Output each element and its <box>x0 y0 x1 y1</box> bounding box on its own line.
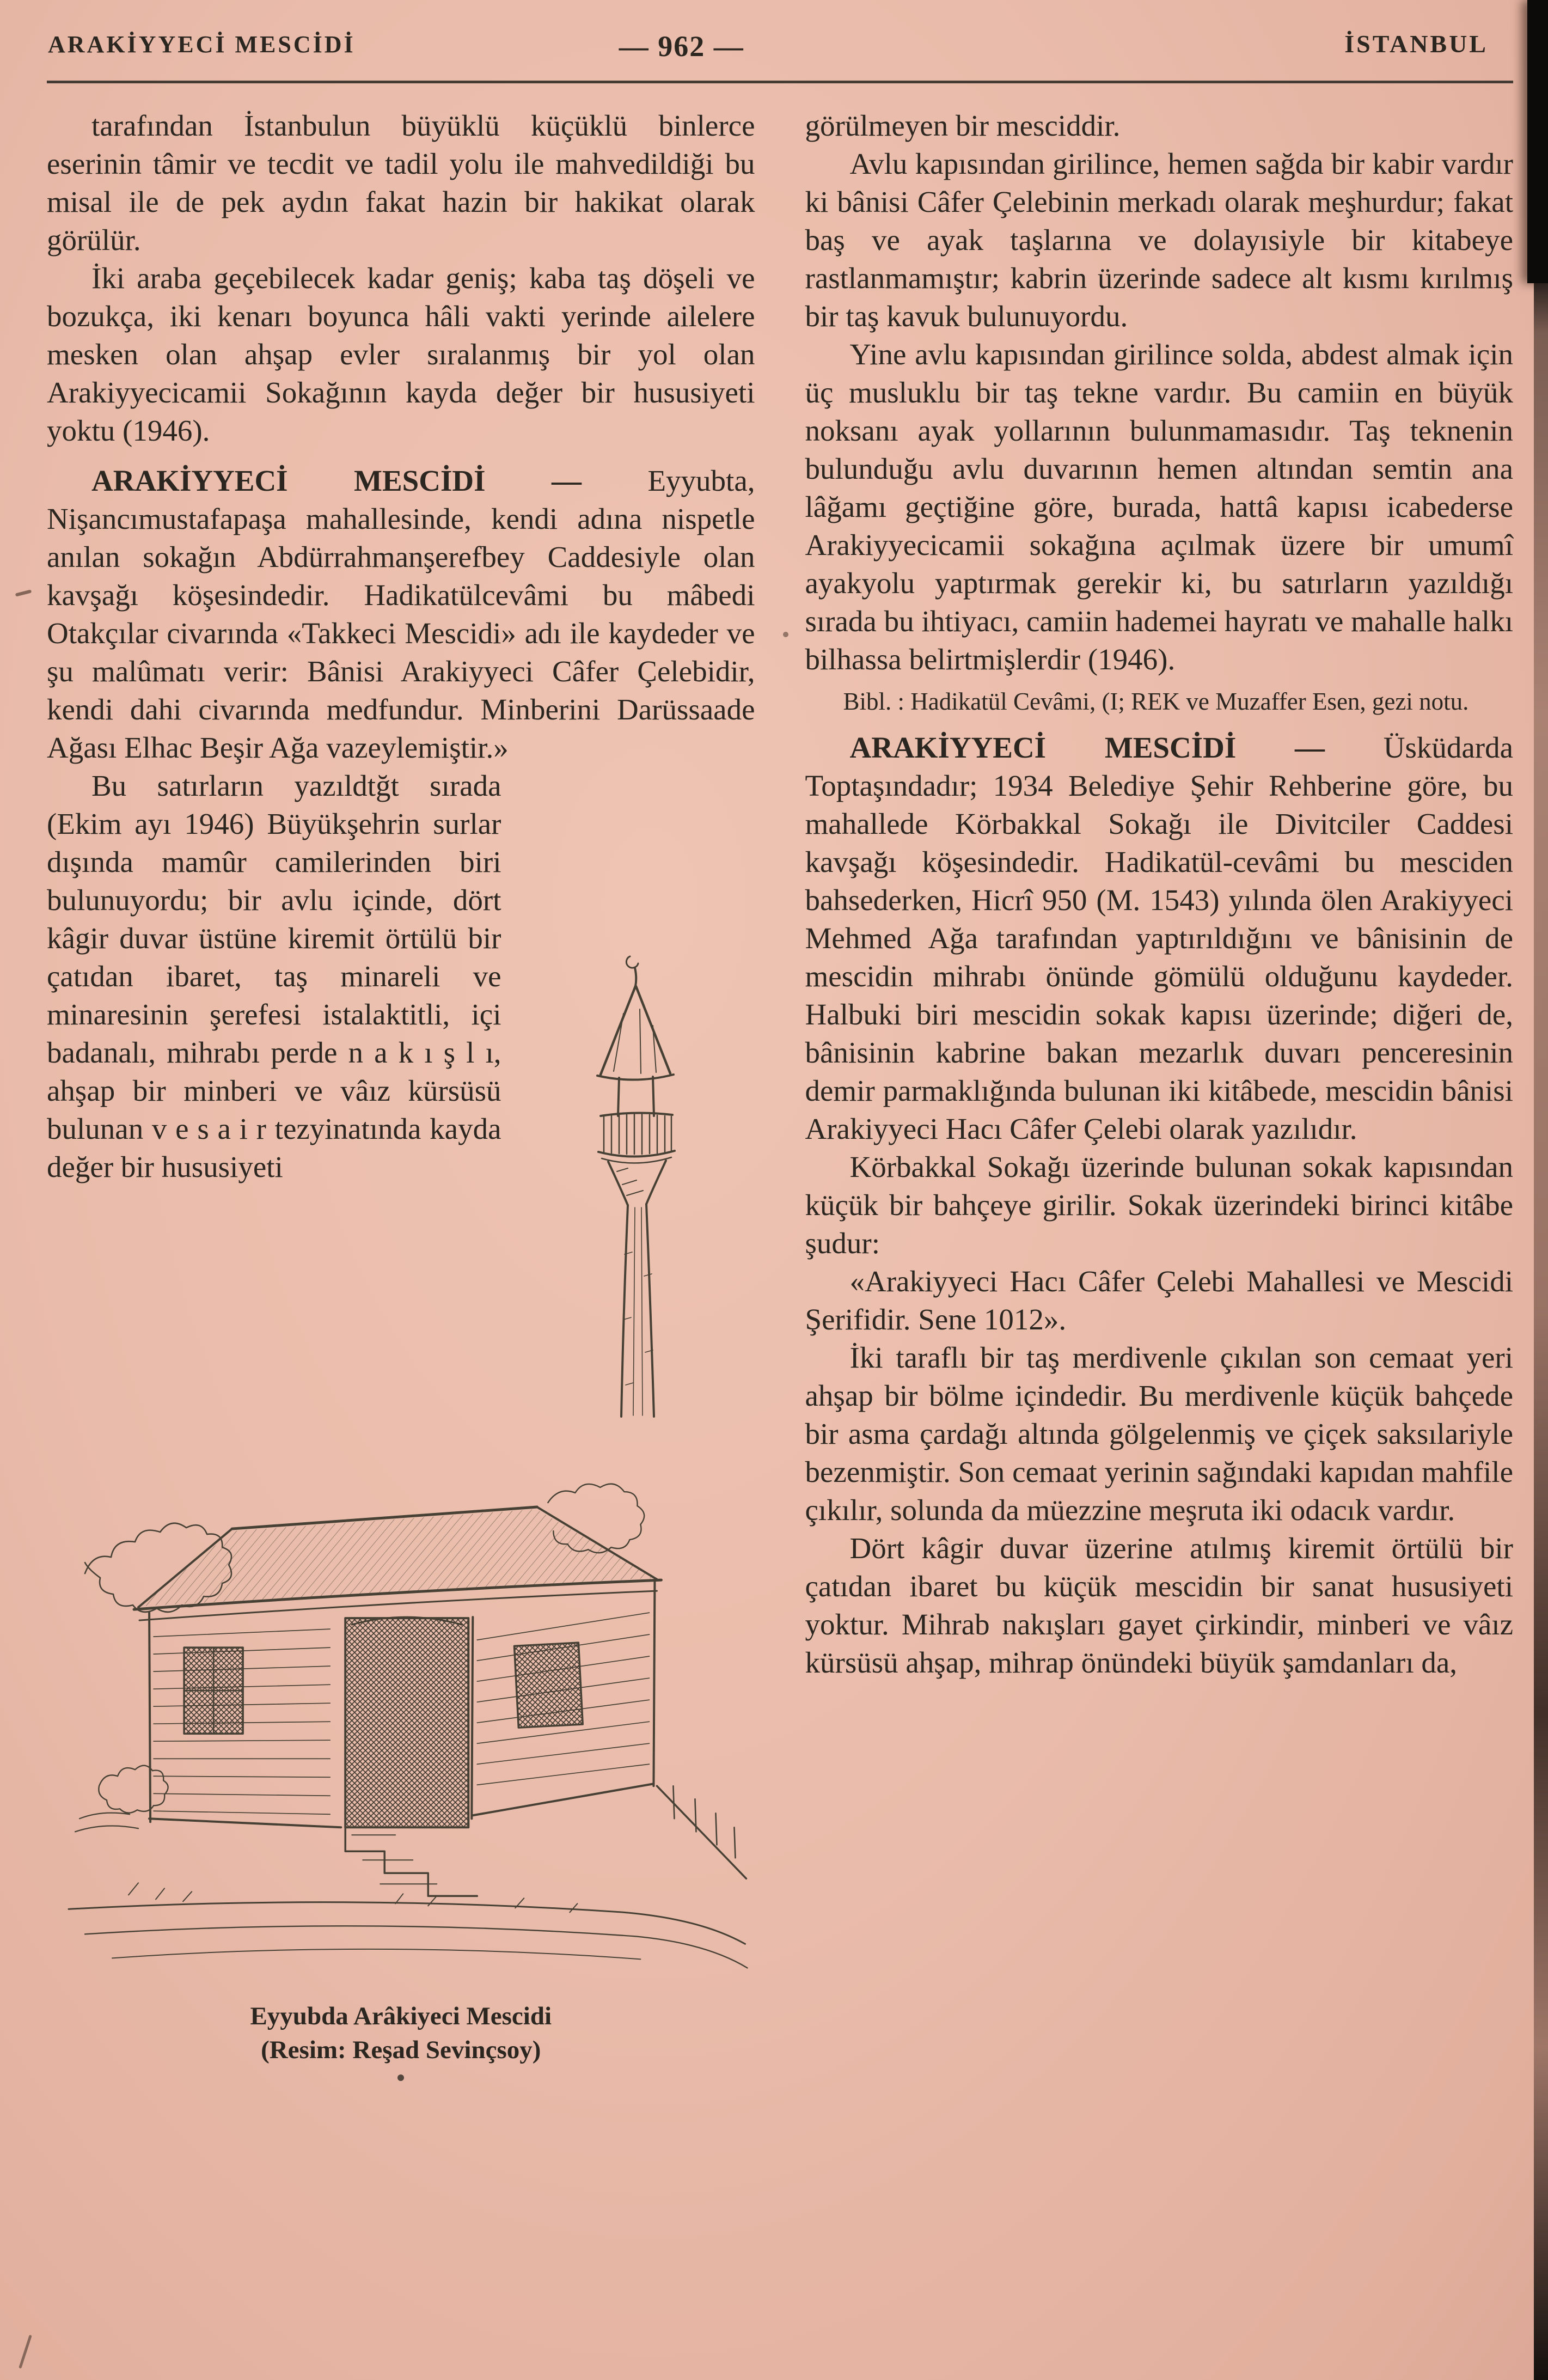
entry-text: Eyyubta, Nişancımustafapaşa mahallesinde, kendi adına nispetle anılan sokağın Abdürrahmanşerefbey Caddesiyle olan kavşağı köşesindedir. Hadikatülcevâmi bu mâbedi Otakçılar civarında «Takkeci Mescidi» adı ile kaydeder ve şu malûmatı verir: Bânisi Arakiyyeci Câfer Çelebidir, kendi dahi civarında medfundur. Minberini Darüssaade Ağası Elhac Beşir Ağa vazeylemiştir.» <box>47 464 755 764</box>
mosque-sketch-icon <box>47 1437 755 1987</box>
paragraph: İki araba geçebilecek kadar geniş; kaba taş döşeli ve bozukça, iki kenarı boyunca hâli vakti yerinde ailelere mesken olan ahşap evler sıralanmış bir yol olan Arakiyyecicamii Sokağının kayda değer bir hususiyeti yoktu (1946). <box>47 261 755 447</box>
ink-dot <box>397 2074 404 2081</box>
inscription-quote: «Arakiyyeci Hacı Câfer Çelebi Mahallesi ve Mescidi Şerifidir. Sene 1012». <box>805 1265 1513 1336</box>
stray-ink-dot <box>783 632 788 637</box>
paragraph: Yine avlu kapısından girilince solda, abdest almak için üç musluklu bir taş tekne vardır. Bu camiin en büyük noksanı ayak yollarının bulunmamasıdır. Taş teknenin bulunduğu avlu duvarının hemen altından semtin ana lâğamı geçtiğine göre, burada, hattâ kapısı icabederse Arakiyyecicamii sokağına açılmak üzere bir umumî ayakyolu yaptırmak gerekir ki, bu satırların yazıldığı sırada bu ihtiyacı, camiin hademei hayratı ve mahalle halkı bilhassa belirtmişlerdir (1946). <box>805 338 1513 676</box>
caption-title: Eyyubda Arâkiyeci Mescidi <box>250 2002 552 2031</box>
entry-title: ARAKİYYECİ MESCİDİ — <box>849 731 1325 764</box>
running-head-left: ARAKİYYECİ MESCİDİ <box>48 31 356 58</box>
paragraph: Körbakkal Sokağı üzerinde bulunan sokak kapısından küçük bir bahçeye girilir. Sokak üzerindeki birinci kitâbe şudur: <box>805 1150 1513 1260</box>
entry-text: Üsküdarda Toptaşındadır; 1934 Belediye Şehir Rehberine göre, bu mahallede Körbakkal Sokağı ile Divitciler Caddesi kavşağı köşesindedir. Hadikatül-cevâmi bu mesciden bahsederken, Hicrî 950 (M. 1543) yılında ölen Arakiyyeci Mehmed Ağa tarafından yaptırıldığını ve bânisinin de mescidin mihrabı önünde gömülü olduğunu kaydeder. Halbuki biri mescidin sokak kapısı üzerinde; diğeri de, bânisinin kabrine bakan mezarlık duvarı penceresinin demir parmaklığında bulunan iki kitâbede, mescidin bânisi Arakiyyeci Hacı Câfer Çelebi olarak yazılıdır. <box>805 731 1513 1145</box>
entry-paragraph <box>47 462 755 767</box>
paragraph: görülmeyen bir mesciddir. <box>805 109 1121 142</box>
paragraph: Dört kâgir duvar üzerine atılmış kiremit örtülü bir çatıdan ibaret bu küçük mescidin bir sanat hususiyeti yoktur. Mihrab nakışları gayet çirkindir, minberi ve vâız kürsüsü ahşap, mihrap önündeki büyük şamdanları da, <box>805 1531 1513 1679</box>
paragraph: Bu satırların yazıldtğt sırada (Ekim ayı 1946) Büyükşehrin surlar dışında mamûr camilerinden biri bulunuyordu; bir avlu içinde, dört kâgir duvar üstüne kiremit örtülü bir çatıdan ibaret, taş minareli ve minaresinin şerefesi istalaktitli, içi badanalı, mihrabı perde n a k ı ş l ı, ahşap bir minberi ve vâız kürsüsü bulunan v e s a i r tezyinatında kayda değer bir hususiyeti <box>47 769 501 1183</box>
page-header <box>48 29 1488 63</box>
minaret-sketch-container <box>516 949 755 1429</box>
entry-paragraph <box>805 729 1514 1148</box>
stray-ink-mark <box>19 2335 32 2369</box>
stray-ink-mark <box>15 589 32 596</box>
paragraph: tarafından İstanbulun büyüklü küçüklü binlerce eserinin tâmir ve tecdit ve tadil yolu ile mahvedildiği bu misal ile de pek aydın fakat hazin bir hakikat olarak görülür. <box>47 109 755 257</box>
right-column <box>805 107 1514 2081</box>
text-columns <box>47 107 1513 2081</box>
minaret-sketch-icon <box>516 949 755 1429</box>
entry-title: ARAKİYYECİ MESCİDİ — <box>91 464 582 497</box>
paragraph: Avlu kapısından girilince, hemen sağda bir kabir vardır ki bânisi Câfer Çelebinin merkadı olarak meşhurdur; fakat baş ve ayak taşlarına ve dolayısiyle bir kitabeye rastlanmamıştır; kabrin üzerinde sadece alt kısmı kırılmış bir taş kavuk bulunuyordu. <box>805 147 1513 333</box>
mosque-sketch-container <box>47 1437 755 1987</box>
bibliography-note: Bibl. : Hadikatül Cevâmi, (I; REK ve Muzaffer Esen, gezi notu. <box>843 688 1469 715</box>
running-head-right: İSTANBUL <box>1344 30 1488 58</box>
page-edge-shadow <box>1534 0 1548 2380</box>
left-column <box>47 107 755 2081</box>
header-rule <box>47 81 1513 83</box>
page-corner-shadow <box>1527 0 1548 283</box>
caption-credit: (Resim: Reşad Sevinçsoy) <box>261 2036 541 2065</box>
paragraph: İki taraflı bir taş merdivenle çıkılan son cemaat yeri ahşap bir bölme içindedir. Bu merdivenle küçük bahçede bir asma çardağı altında gölgelenmiş ve çiçek saksılariyle bezenmiştir. Son cemaat yerinin sağındaki kapıdan mahfile çıkılır, solunda da müezzine meşruta iki odacık vardır. <box>805 1341 1513 1527</box>
page-number: — 962 — <box>619 30 744 63</box>
illustration-caption <box>47 1999 755 2067</box>
